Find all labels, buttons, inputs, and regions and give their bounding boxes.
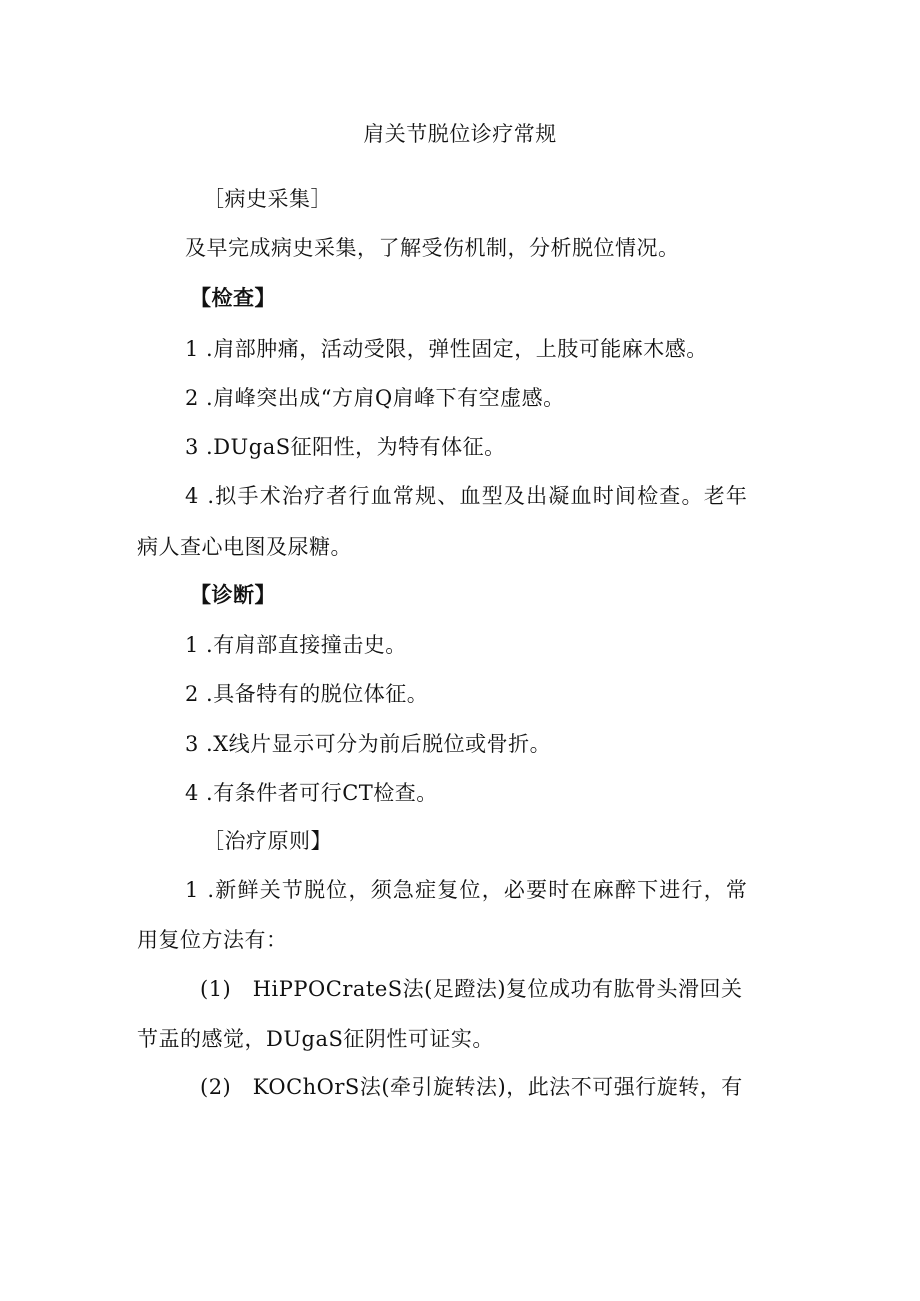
history-paragraph: 及早完成病史采集，了解受伤机制，分析脱位情况。 bbox=[185, 236, 680, 260]
treatment-item-1: 1 .新鲜关节脱位，须急症复位，必要时在麻醉下进行，常 bbox=[185, 878, 749, 902]
diagnosis-item-1: 1 .有肩部直接撞击史。 bbox=[185, 633, 407, 657]
exam-item-1: 1 .肩部肿痛，活动受限，弹性固定，上肢可能麻木感。 bbox=[185, 337, 708, 361]
exam-item-3: 3 .DUgaS征阳性，为特有体征。 bbox=[185, 435, 506, 459]
exam-item-4-continued: 病人查心电图及尿糖。 bbox=[137, 535, 352, 559]
exam-item-4: 4 .拟手术治疗者行血常规、血型及出凝血时间检查。老年 bbox=[185, 484, 749, 508]
diagnosis-item-3: 3 .X线片显示可分为前后脱位或骨折。 bbox=[185, 732, 552, 756]
treatment-method-1-continued: 节盂的感觉，DUgaS征阴性可证实。 bbox=[137, 1027, 494, 1051]
diagnosis-heading: 【诊断】 bbox=[190, 582, 276, 607]
history-heading: ［病史采集］ bbox=[203, 187, 332, 211]
treatment-method-1: (1) HiPPOCrateS法(足蹬法)复位成功有肱骨头滑回关 bbox=[200, 977, 743, 1001]
treatment-heading: ［治疗原则】 bbox=[203, 829, 332, 853]
treatment-method-2: (2) KOChOrS法(牵引旋转法)，此法不可强行旋转，有 bbox=[200, 1075, 743, 1099]
exam-heading: 【检查】 bbox=[190, 285, 276, 310]
exam-item-2: 2 .肩峰突出成“方肩Q肩峰下有空虚感。 bbox=[185, 386, 565, 410]
diagnosis-item-4: 4 .有条件者可行CT检查。 bbox=[185, 781, 438, 805]
treatment-item-1-continued: 用复位方法有： bbox=[137, 928, 288, 952]
diagnosis-item-2: 2 .具备特有的脱位体征。 bbox=[185, 682, 429, 706]
page-title: 肩关节脱位诊疗常规 bbox=[363, 122, 557, 146]
